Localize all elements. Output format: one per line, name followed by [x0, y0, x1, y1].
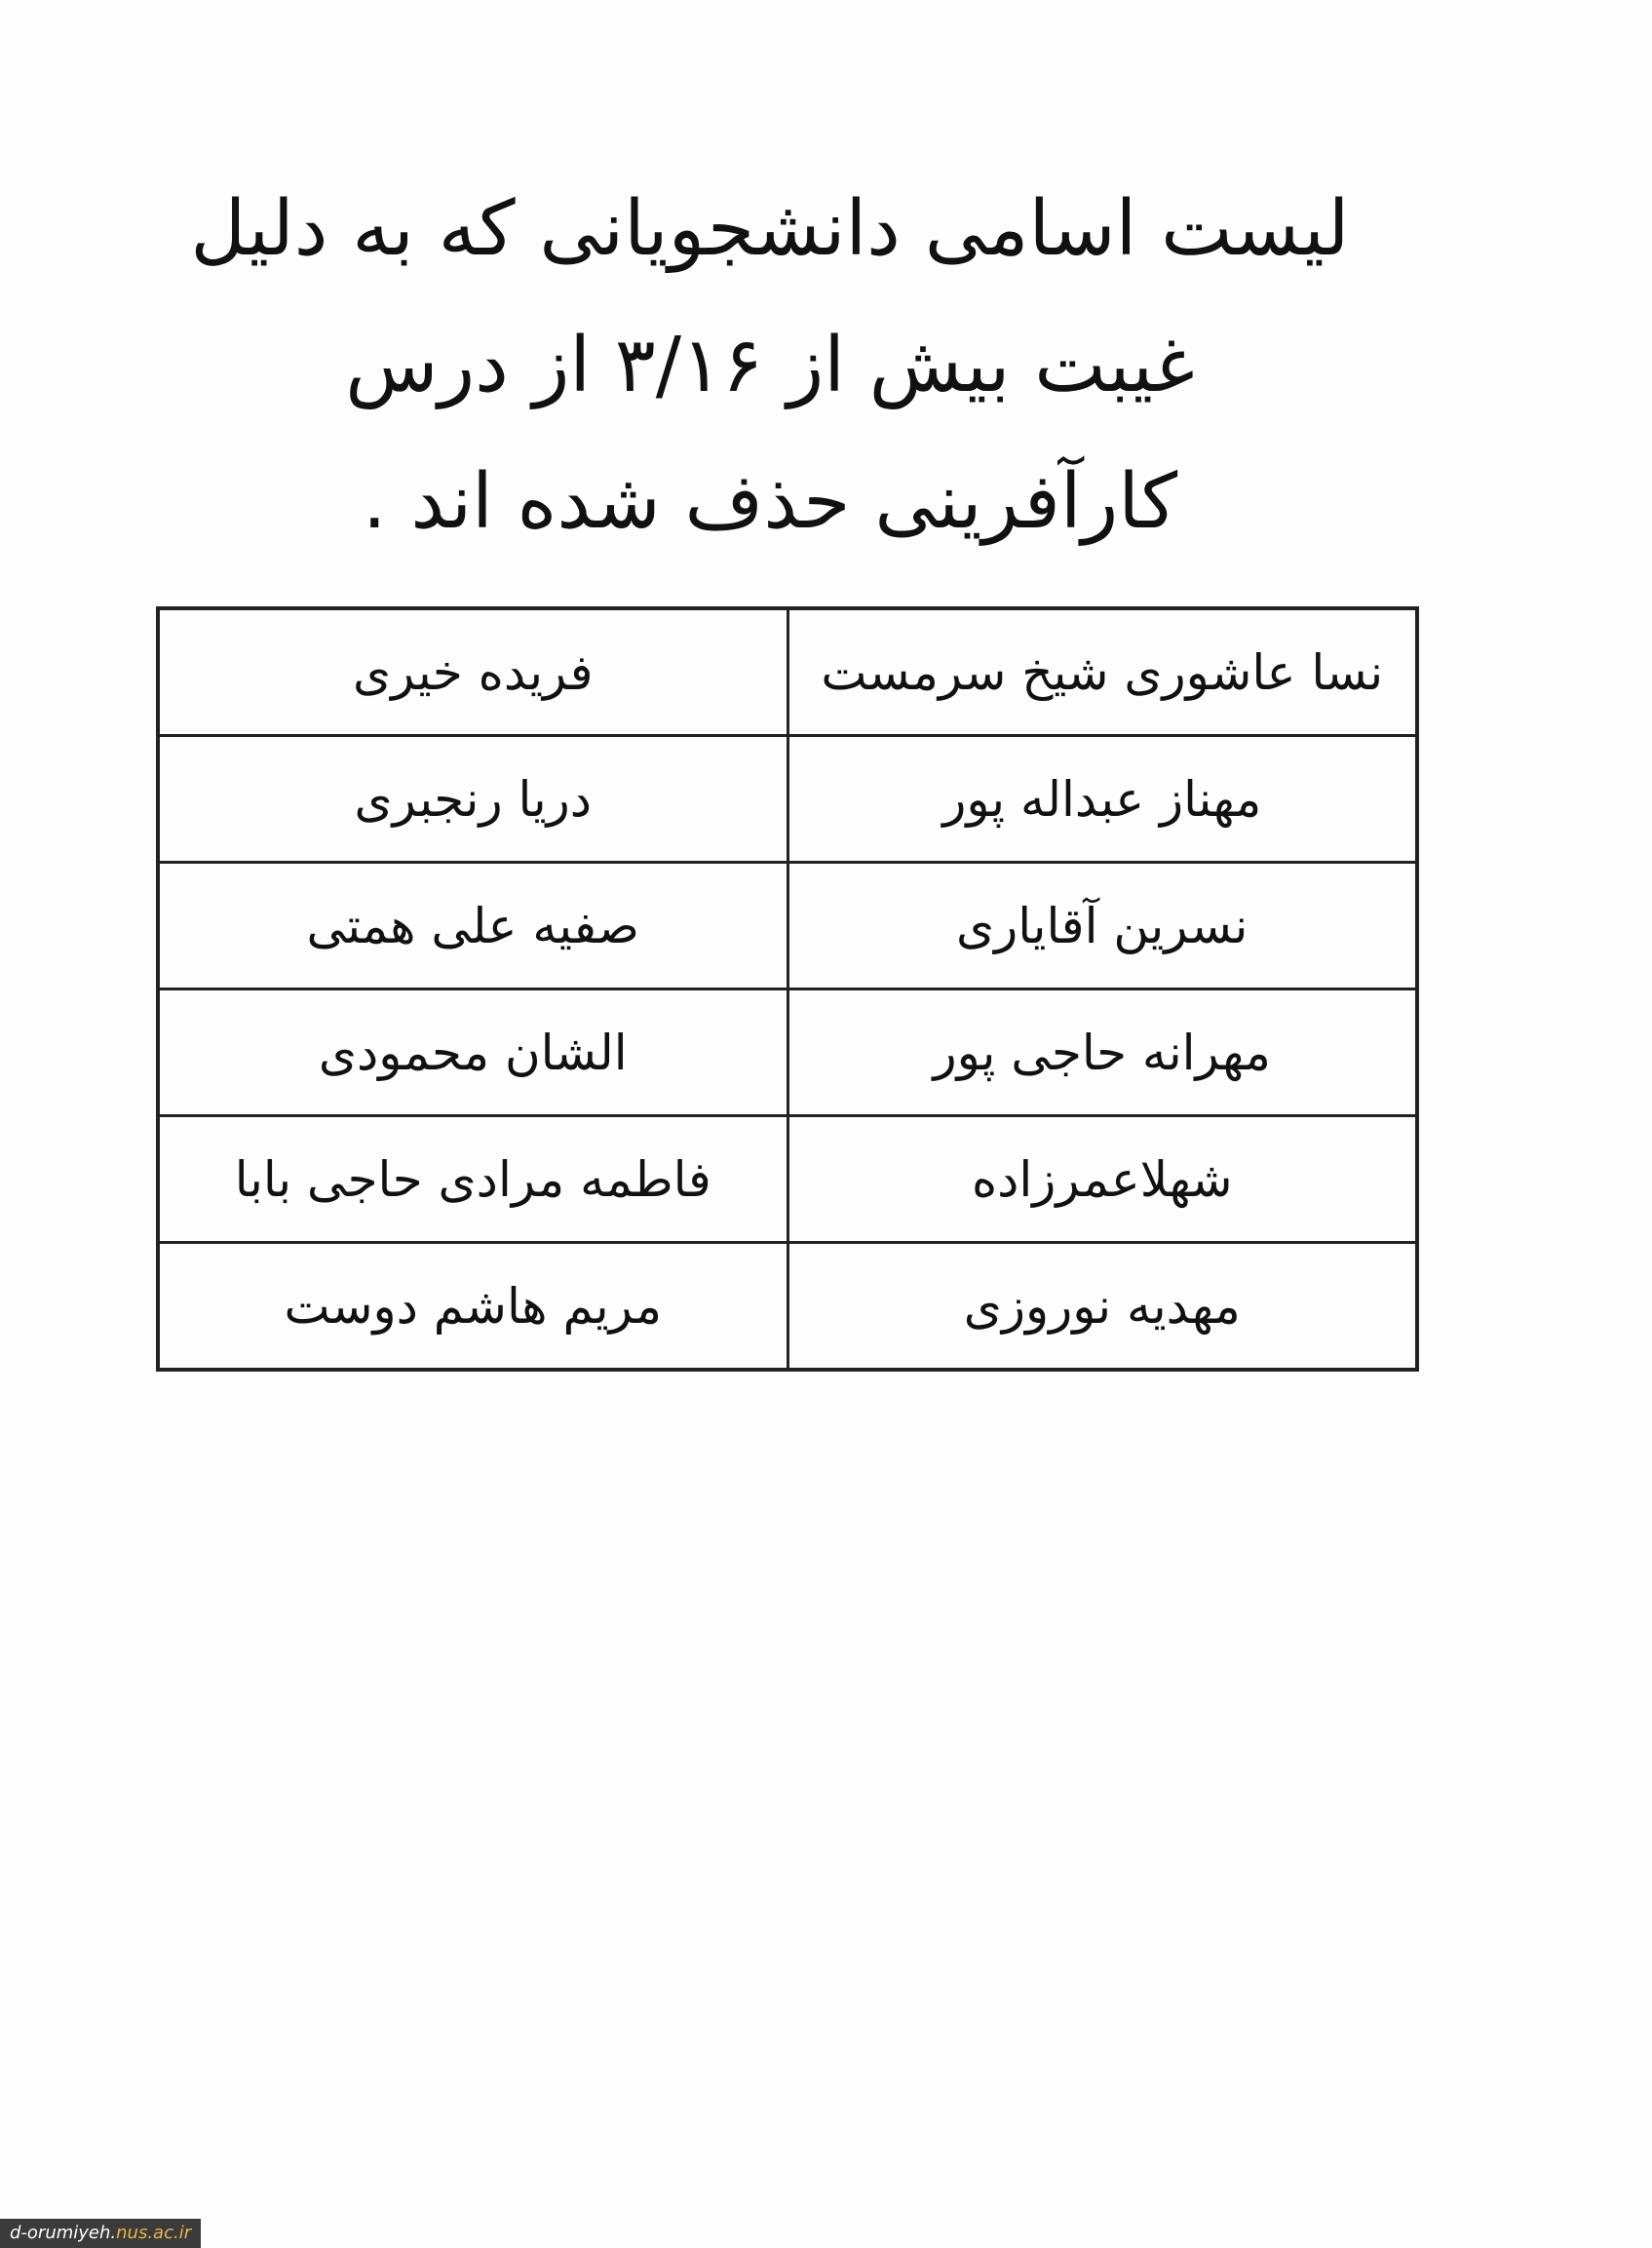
name-cell-right: مهناز عبداله پور [788, 736, 1417, 863]
name-cell-right: نسرین آقایاری [788, 863, 1417, 989]
document-title [175, 161, 1364, 570]
name-cell-right: مهرانه حاجی پور [788, 989, 1417, 1116]
name-cell-left: فاطمه مرادی حاجی بابا [158, 1116, 788, 1243]
name-cell-left: فریده خیری [158, 608, 788, 736]
name-cell-right: شهلاعمرزاده [788, 1116, 1417, 1243]
table-row [158, 608, 1417, 736]
name-cell-left: الشان محمودی [158, 989, 788, 1116]
name-cell-left: دریا رنجبری [158, 736, 788, 863]
name-cell-left: مریم هاشم دوست [158, 1243, 788, 1371]
table-row [158, 863, 1417, 989]
name-cell-right: نسا عاشوری شیخ سرمست [788, 608, 1417, 736]
name-cell-right: مهدیه نوروزی [788, 1243, 1417, 1371]
title-line-3: کارآفرینی حذف شده اند . [362, 458, 1178, 546]
name-cell-left: صفیه علی همتی [158, 863, 788, 989]
table-row [158, 989, 1417, 1116]
site-watermark [0, 2219, 201, 2248]
title-line-2: غیبت بیش از ۳/۱۶ از درس [345, 322, 1195, 409]
watermark-domain: nus.ac.ir [116, 2223, 192, 2243]
table-row [158, 1243, 1417, 1371]
watermark-site: d-orumiyeh. [10, 2223, 117, 2243]
table-row [158, 1116, 1417, 1243]
title-line-1: لیست اسامی دانشجویانی که به دلیل [190, 185, 1350, 273]
table-row [158, 736, 1417, 863]
student-names-table [156, 606, 1419, 1372]
